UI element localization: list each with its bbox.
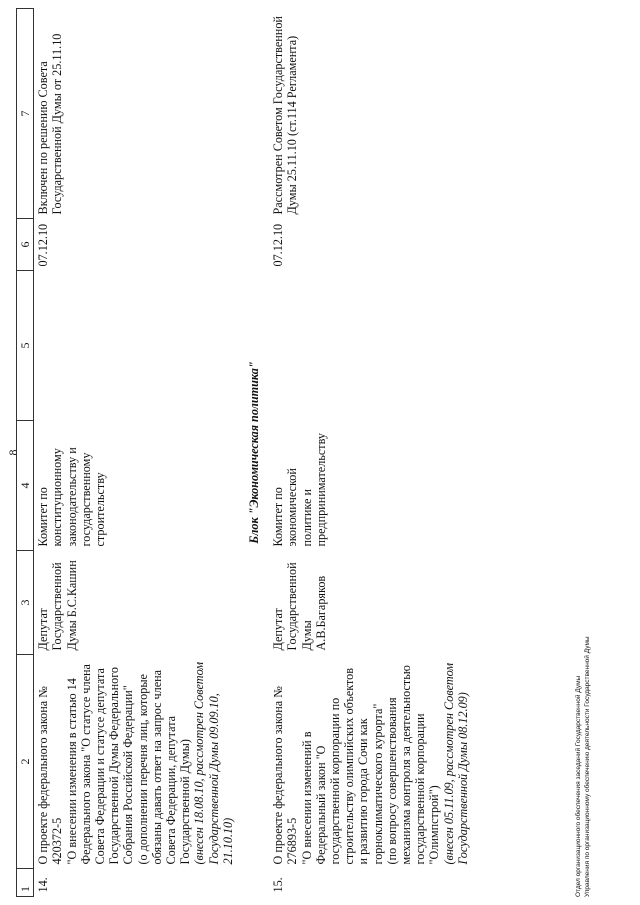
header-col-6: 6: [17, 219, 34, 271]
footer-line-2: Управления по организационному обеспечению деятельности Государственной Думы: [584, 636, 591, 897]
table-row: [269, 9, 472, 897]
review-date: 07.12.10: [271, 223, 286, 267]
header-col-7: 7: [17, 9, 34, 219]
col5-cell: [269, 271, 472, 421]
bill-author: Депутат Государственной Думы А.В.Багаряков: [271, 562, 328, 651]
bill-introduced: (внесен 05.11.09, рассмотрен Советом Государственной Думы 08.12.09): [441, 662, 470, 865]
header-col-3: 3: [17, 551, 34, 655]
responsible-committee: Комитет по экономической политике и предпринимательству: [271, 432, 328, 547]
page-number: 8: [6, 449, 20, 456]
row-number: 15.: [271, 877, 286, 893]
responsible-committee: Комитет по конституционному законодательству и государственному строительству: [36, 447, 108, 547]
bill-status: Включен по решению Совета Государственной Думы от 25.11.10: [36, 33, 65, 215]
header-col-4: 4: [17, 421, 34, 551]
bill-note: (по вопросу совершенствования механизма контроля за деятельностью государственной корпорации "Олимпстрой"): [384, 665, 442, 865]
agenda-table: [16, 8, 472, 897]
row-number: 14.: [36, 877, 51, 893]
bill-description: [269, 655, 472, 869]
bill-body: "О внесении изменений в Федеральный закон "О государственной корпорации по строительству олимпийских объектов и развитию города Сочи как горноклиматического курорта": [299, 668, 385, 865]
block-title: Блок "Экономическая политика": [247, 361, 262, 544]
bill-body: "О внесении изменения в статью 14 Федерального закона "О статусе члена Совета Федерации и статусе депутата Государственной Думы Федерального Собрания Российской Федерации": [64, 664, 136, 865]
bill-introduced: (внесен 18.08.10, рассмотрен Советом Государственной Думы 09.09.10, 21.10.10): [192, 662, 235, 865]
bill-author: Депутат Государственной Думы Б.С.Кашин: [36, 560, 79, 651]
table-row: [34, 9, 237, 897]
bill-status: Рассмотрен Советом Государственной Думы 25.11.10 (ст.114 Регламента): [271, 16, 300, 215]
header-col-5: 5: [17, 271, 34, 421]
bill-title-line: О проекте федерального закона № 420372-5: [36, 686, 65, 865]
review-date: 07.12.10: [36, 223, 51, 267]
header-col-2: 2: [17, 655, 34, 869]
bill-description: [34, 655, 237, 869]
bill-title-line: О проекте федерального закона № 276893-5: [271, 686, 300, 865]
col5-cell: [34, 271, 237, 421]
header-row: [17, 9, 34, 897]
header-col-1: 1: [17, 869, 34, 897]
footer: [574, 636, 592, 897]
bill-note: (о дополнении перечня лиц, которые обязаны давать ответ на запрос члена Совета Федерации, депутата Государственной Думы): [135, 669, 193, 865]
footer-line-1: Отдел организационного обеспечения заседаний Государственной Думы: [575, 675, 582, 897]
